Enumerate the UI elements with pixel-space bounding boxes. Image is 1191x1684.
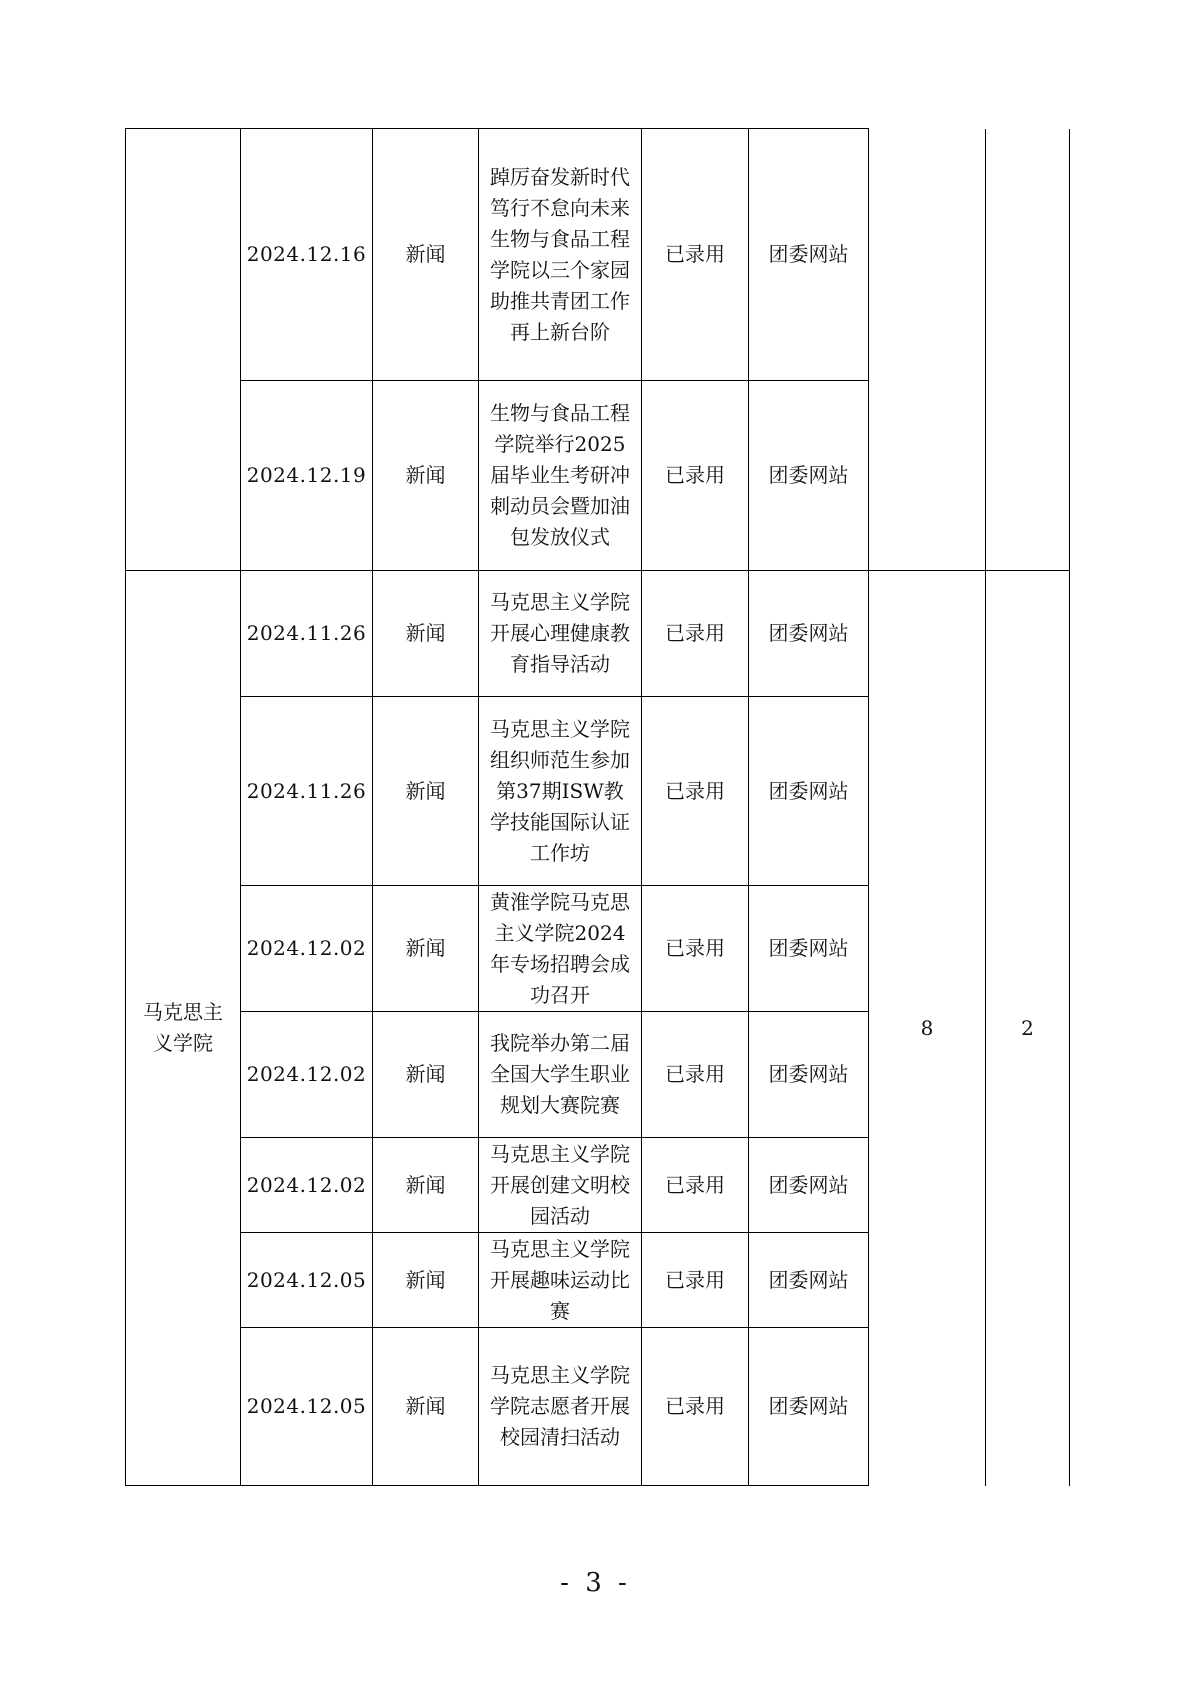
title-text: 马克思主义学院开展趣味运动比赛: [490, 1236, 630, 1323]
type-cell: 新闻: [373, 886, 479, 1012]
title-cell: [479, 1138, 642, 1233]
extra-count-cell: 2: [986, 571, 1070, 1486]
status-cell: 已录用: [642, 129, 749, 381]
type-cell: 新闻: [373, 1233, 479, 1328]
channel-cell: 团委网站: [749, 571, 869, 697]
date-cell: 2024.11.26: [241, 571, 373, 697]
type-cell: 新闻: [373, 571, 479, 697]
type-cell: 新闻: [373, 381, 479, 571]
title-cell: [479, 1012, 642, 1138]
date-cell: 2024.12.02: [241, 1012, 373, 1138]
title-cell: [479, 571, 642, 697]
title-cell: [479, 886, 642, 1012]
date-cell: 2024.12.19: [241, 381, 373, 571]
table-row: [126, 129, 1070, 381]
channel-cell: 团委网站: [749, 1233, 869, 1328]
channel-cell: 团委网站: [749, 1138, 869, 1233]
type-cell: 新闻: [373, 1138, 479, 1233]
status-cell: 已录用: [642, 1328, 749, 1486]
status-cell: 已录用: [642, 886, 749, 1012]
status-cell: 已录用: [642, 571, 749, 697]
channel-cell: 团委网站: [749, 1328, 869, 1486]
department-cell: [126, 571, 241, 1486]
title-cell: [479, 1233, 642, 1328]
status-cell: 已录用: [642, 697, 749, 886]
status-cell: 已录用: [642, 1138, 749, 1233]
date-cell: 2024.12.02: [241, 1138, 373, 1233]
department-cell: [126, 129, 241, 571]
date-cell: 2024.12.16: [241, 129, 373, 381]
date-cell: 2024.11.26: [241, 697, 373, 886]
channel-cell: 团委网站: [749, 886, 869, 1012]
channel-cell: 团委网站: [749, 381, 869, 571]
department-name: 马克思主义学院: [143, 1000, 223, 1055]
channel-cell: 团委网站: [749, 697, 869, 886]
status-cell: 已录用: [642, 1233, 749, 1328]
count-cell: 8: [869, 571, 986, 1486]
title-cell: [479, 129, 642, 381]
title-text: 黄淮学院马克思主义学院2024年专场招聘会成功召开: [490, 889, 630, 1007]
title-text: 踔厉奋发新时代 笃行不怠向未来 生物与食品工程学院以三个家园助推共青团工作再上新台阶: [490, 164, 630, 344]
submission-table: [125, 128, 1070, 1486]
page-number: - 3 -: [560, 1568, 631, 1598]
title-text: 马克思主义学院组织师范生参加第37期ISW教学技能国际认证工作坊: [490, 716, 630, 865]
title-cell: [479, 697, 642, 886]
channel-cell: 团委网站: [749, 1012, 869, 1138]
title-text: 马克思主义学院开展创建文明校园活动: [490, 1141, 630, 1228]
title-cell: [479, 1328, 642, 1486]
status-cell: 已录用: [642, 381, 749, 571]
title-text: 马克思主义学院学院志愿者开展校园清扫活动: [490, 1363, 630, 1449]
title-text: 马克思主义学院开展心理健康教育指导活动: [490, 590, 630, 676]
date-cell: 2024.12.05: [241, 1328, 373, 1486]
channel-cell: 团委网站: [749, 129, 869, 381]
title-cell: [479, 381, 642, 571]
type-cell: 新闻: [373, 697, 479, 886]
extra-cell-empty: [986, 129, 1070, 571]
type-cell: 新闻: [373, 1328, 479, 1486]
status-cell: 已录用: [642, 1012, 749, 1138]
title-text: 生物与食品工程学院举行2025届毕业生考研冲刺动员会暨加油包发放仪式: [490, 401, 630, 549]
type-cell: 新闻: [373, 129, 479, 381]
date-cell: 2024.12.02: [241, 886, 373, 1012]
count-cell-empty: [869, 129, 986, 571]
date-cell: 2024.12.05: [241, 1233, 373, 1328]
table-row: [126, 571, 1070, 697]
title-text: 我院举办第二届全国大学生职业规划大赛院赛: [490, 1031, 630, 1117]
type-cell: 新闻: [373, 1012, 479, 1138]
